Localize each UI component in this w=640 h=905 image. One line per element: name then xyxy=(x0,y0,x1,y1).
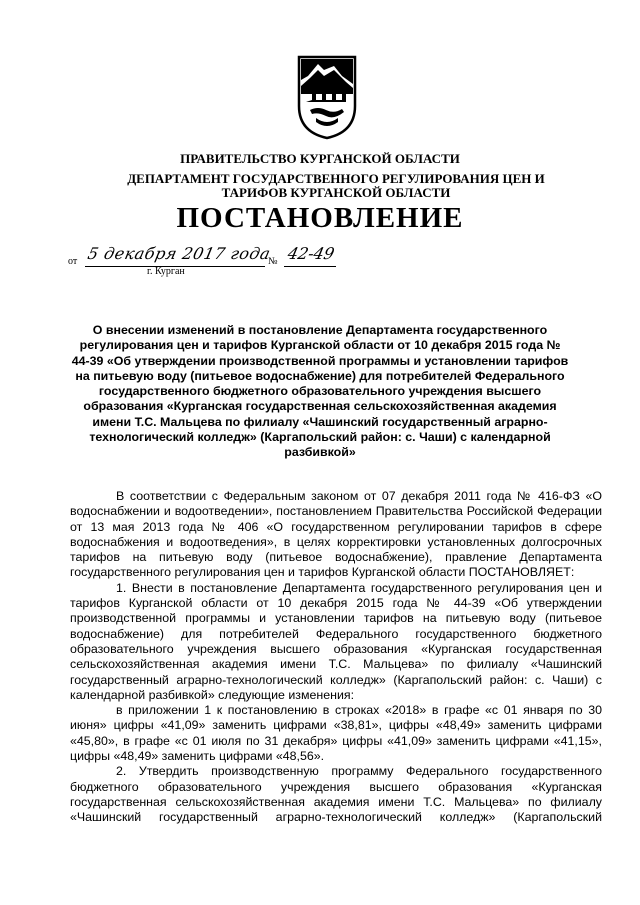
resolution-subject: О внесении изменений в постановление Департамента государственного регулирования цен и тарифов Курганской области от 10 декабря 2015 года № 44-39 «Об утверждении производственной программы и установлении тарифов на питьевую воду (питьевое водоснабжение) для потребителей Федерального государственного бюджетного образовательного учреждения высшего образования «Курганская государственная сельскохозяйственная академия имени Т.С. Мальцева по филиалу «Чашинский государственный аграрно-технологический колледж» (Каргапольский район: с. Чаши) с календарной разбивкой» xyxy=(71,323,569,460)
handwritten-date: 5 декабря 2017 года xyxy=(85,244,273,263)
department-name: ДЕПАРТАМЕНТ ГОСУДАРСТВЕННОГО РЕГУЛИРОВАНИЯ ЦЕН И ТАРИФОВ КУРГАНСКОЙ ОБЛАСТИ xyxy=(127,171,545,200)
city-name: г. Курган xyxy=(147,266,185,277)
number-underline xyxy=(284,266,336,267)
government-name: ПРАВИТЕЛЬСТВО КУРГАНСКОЙ ОБЛАСТИ xyxy=(180,151,460,166)
document-type-title: ПОСТАНОВЛЕНИЕ xyxy=(176,202,464,234)
date-prefix: от xyxy=(68,256,78,267)
number-prefix: № xyxy=(268,256,278,267)
body-paragraph: 1. Внести в постановление Департамента государственного регулирования цен и тарифов Курганской области от 10 декабря 2015 года № 44-39 «Об утверждении производственной программы и установлении тарифов на питьевую воду (питьевое водоснабжение) для потребителей Федерального государственного бюджетного образовательного учреждения высшего образования «Курганская государственная сельскохозяйственная академия имени Т.С. Мальцева» по филиалу «Чашинский государственный аграрно-технологический колледж» (Каргапольский район: с. Чаши) с календарной разбивкой» следующие изменения: xyxy=(70,580,602,702)
handwritten-number: 42-49 xyxy=(285,244,337,263)
document-body xyxy=(70,489,602,826)
body-paragraph: в приложении 1 к постановлению в строках «2018» в графе «с 01 января по 30 июня» цифры «41,09» заменить цифрами «38,81», цифры «48,49» заменить цифрами «45,80», в графе «с 01 июля по 31 декабря» цифры «41,09» заменить цифрами «41,15», цифры «48,49» заменить цифрами «48,56». xyxy=(70,703,602,764)
body-paragraph: В соответствии с Федеральным законом от 07 декабря 2011 года № 416-ФЗ «О водоснабжении и водоотведении», постановлением Правительства Российской Федерации от 13 мая 2013 года № 406 «О государственном регулировании тарифов в сфере водоснабжения и водоотведения», в целях корректировки установленных долгосрочных тарифов на питьевую воду (питьевое водоснабжение), правление Департамента государственного регулирования цен и тарифов Курганской области ПОСТАНОВЛЯЕТ: xyxy=(70,489,602,580)
coat-of-arms-icon xyxy=(296,54,358,140)
body-paragraph: 2. Утвердить производственную программу Федерального государственного бюджетного образовательного учреждения высшего образования «Курганская государственная сельскохозяйственная академия имени Т.С. Мальцева» по филиалу «Чашинский государственный аграрно-технологический колледж» (Каргапольский xyxy=(70,764,602,825)
